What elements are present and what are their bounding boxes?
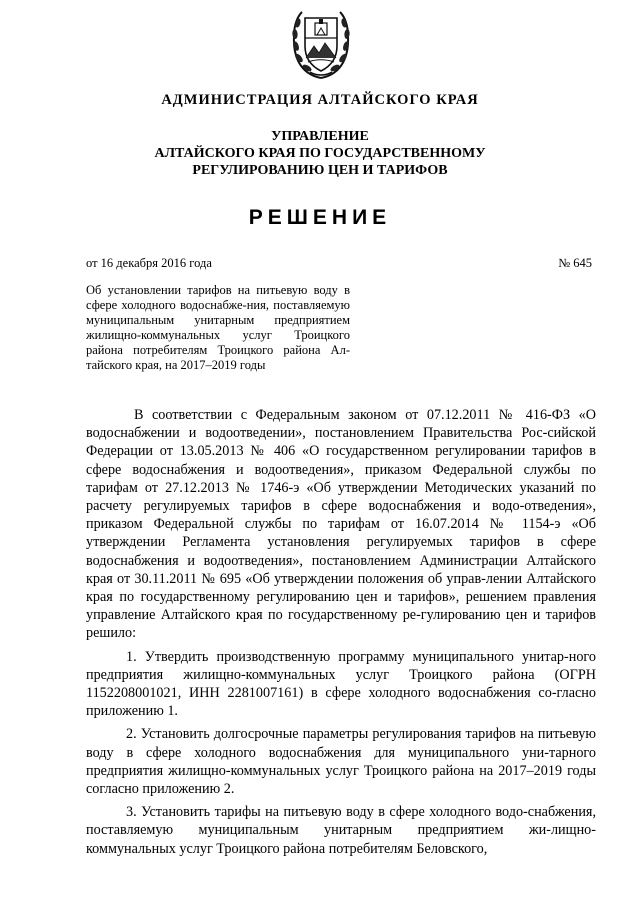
department-line: РЕГУЛИРОВАНИЮ ЦЕН И ТАРИФОВ (192, 163, 448, 178)
administration-title: АДМИНИСТРАЦИЯ АЛТАЙСКОГО КРАЯ (161, 92, 479, 108)
document-type-heading: РЕШЕНИЕ (248, 206, 392, 229)
department-line: АЛТАЙСКОГО КРАЯ ПО ГОСУДАРСТВЕННОМУ (154, 146, 486, 161)
preamble-paragraph: В соответствии с Федеральным законом от 07.12.2011 № 416-ФЗ «О водоснабжении и водоотведении», постановлением Правительства Рос-сийской Федерации от 13.05.2013 № 406 «О государственном регулировании тарифов в сфере водоснабжения и водоотведения», приказом Федеральной службы по тарифам от 27.12.2013 № 1746-э «Об утверждении Методических указаний по расчету регулируемых тарифов в сфере водоснабжения и водо-отведения», приказом Федеральной службы по тарифам от 16.07.2014 № 1154-э «Об утверждении Регламента установления регулируемых тарифов в сфере водоснабжения и водоотведения», постановлением Администрации Алтайского края от 30.11.2011 № 695 «Об утверждении положения об управ-лении Алтайского края по государственному регулированию цен и тарифов», решением правления управление Алтайского края по государственному ре-гулированию цен и тарифов решило: (86, 407, 596, 642)
decision-number: № 645 (558, 256, 592, 270)
department-title (0, 128, 640, 179)
altai-krai-coat-of-arms-icon (290, 6, 352, 80)
decision-date: от 16 декабря 2016 года (86, 256, 212, 270)
decision-item-1: 1. Утвердить производственную программу муниципального унитар-ного предприятия жилищно-коммунальных услуг Троицкого района (ОГРН 1152208001021, ИНН 2281007161) в сфере холодного водоснабжения со-гласно приложению 1. (86, 648, 596, 720)
decision-body (86, 406, 596, 858)
decision-subject: Об установлении тарифов на питьевую воду в сфере холодного водоснабже-ния, поставляемую муниципальным унитарным предприятием жилищно-коммунальных услуг Троицкого района потребителям Троицкого района Ал-тайского края, на 2017–2019 годы (86, 283, 350, 372)
department-line: УПРАВЛЕНИЕ (271, 129, 369, 144)
decision-item-2: 2. Установить долгосрочные параметры регулирования тарифов на питьевую воду в сфере холодного водоснабжения для муниципального уни-тарного предприятия жилищно-коммунальных услуг Троицкого района на 2017–2019 годы согласно приложению 2. (86, 726, 596, 798)
decision-item-3: 3. Установить тарифы на питьевую воду в сфере холодного водо-снабжения, поставляемую муниципальным унитарным предприятием жи-лищно-коммунальных услуг Троицкого района потребителям Беловского, (86, 804, 596, 857)
